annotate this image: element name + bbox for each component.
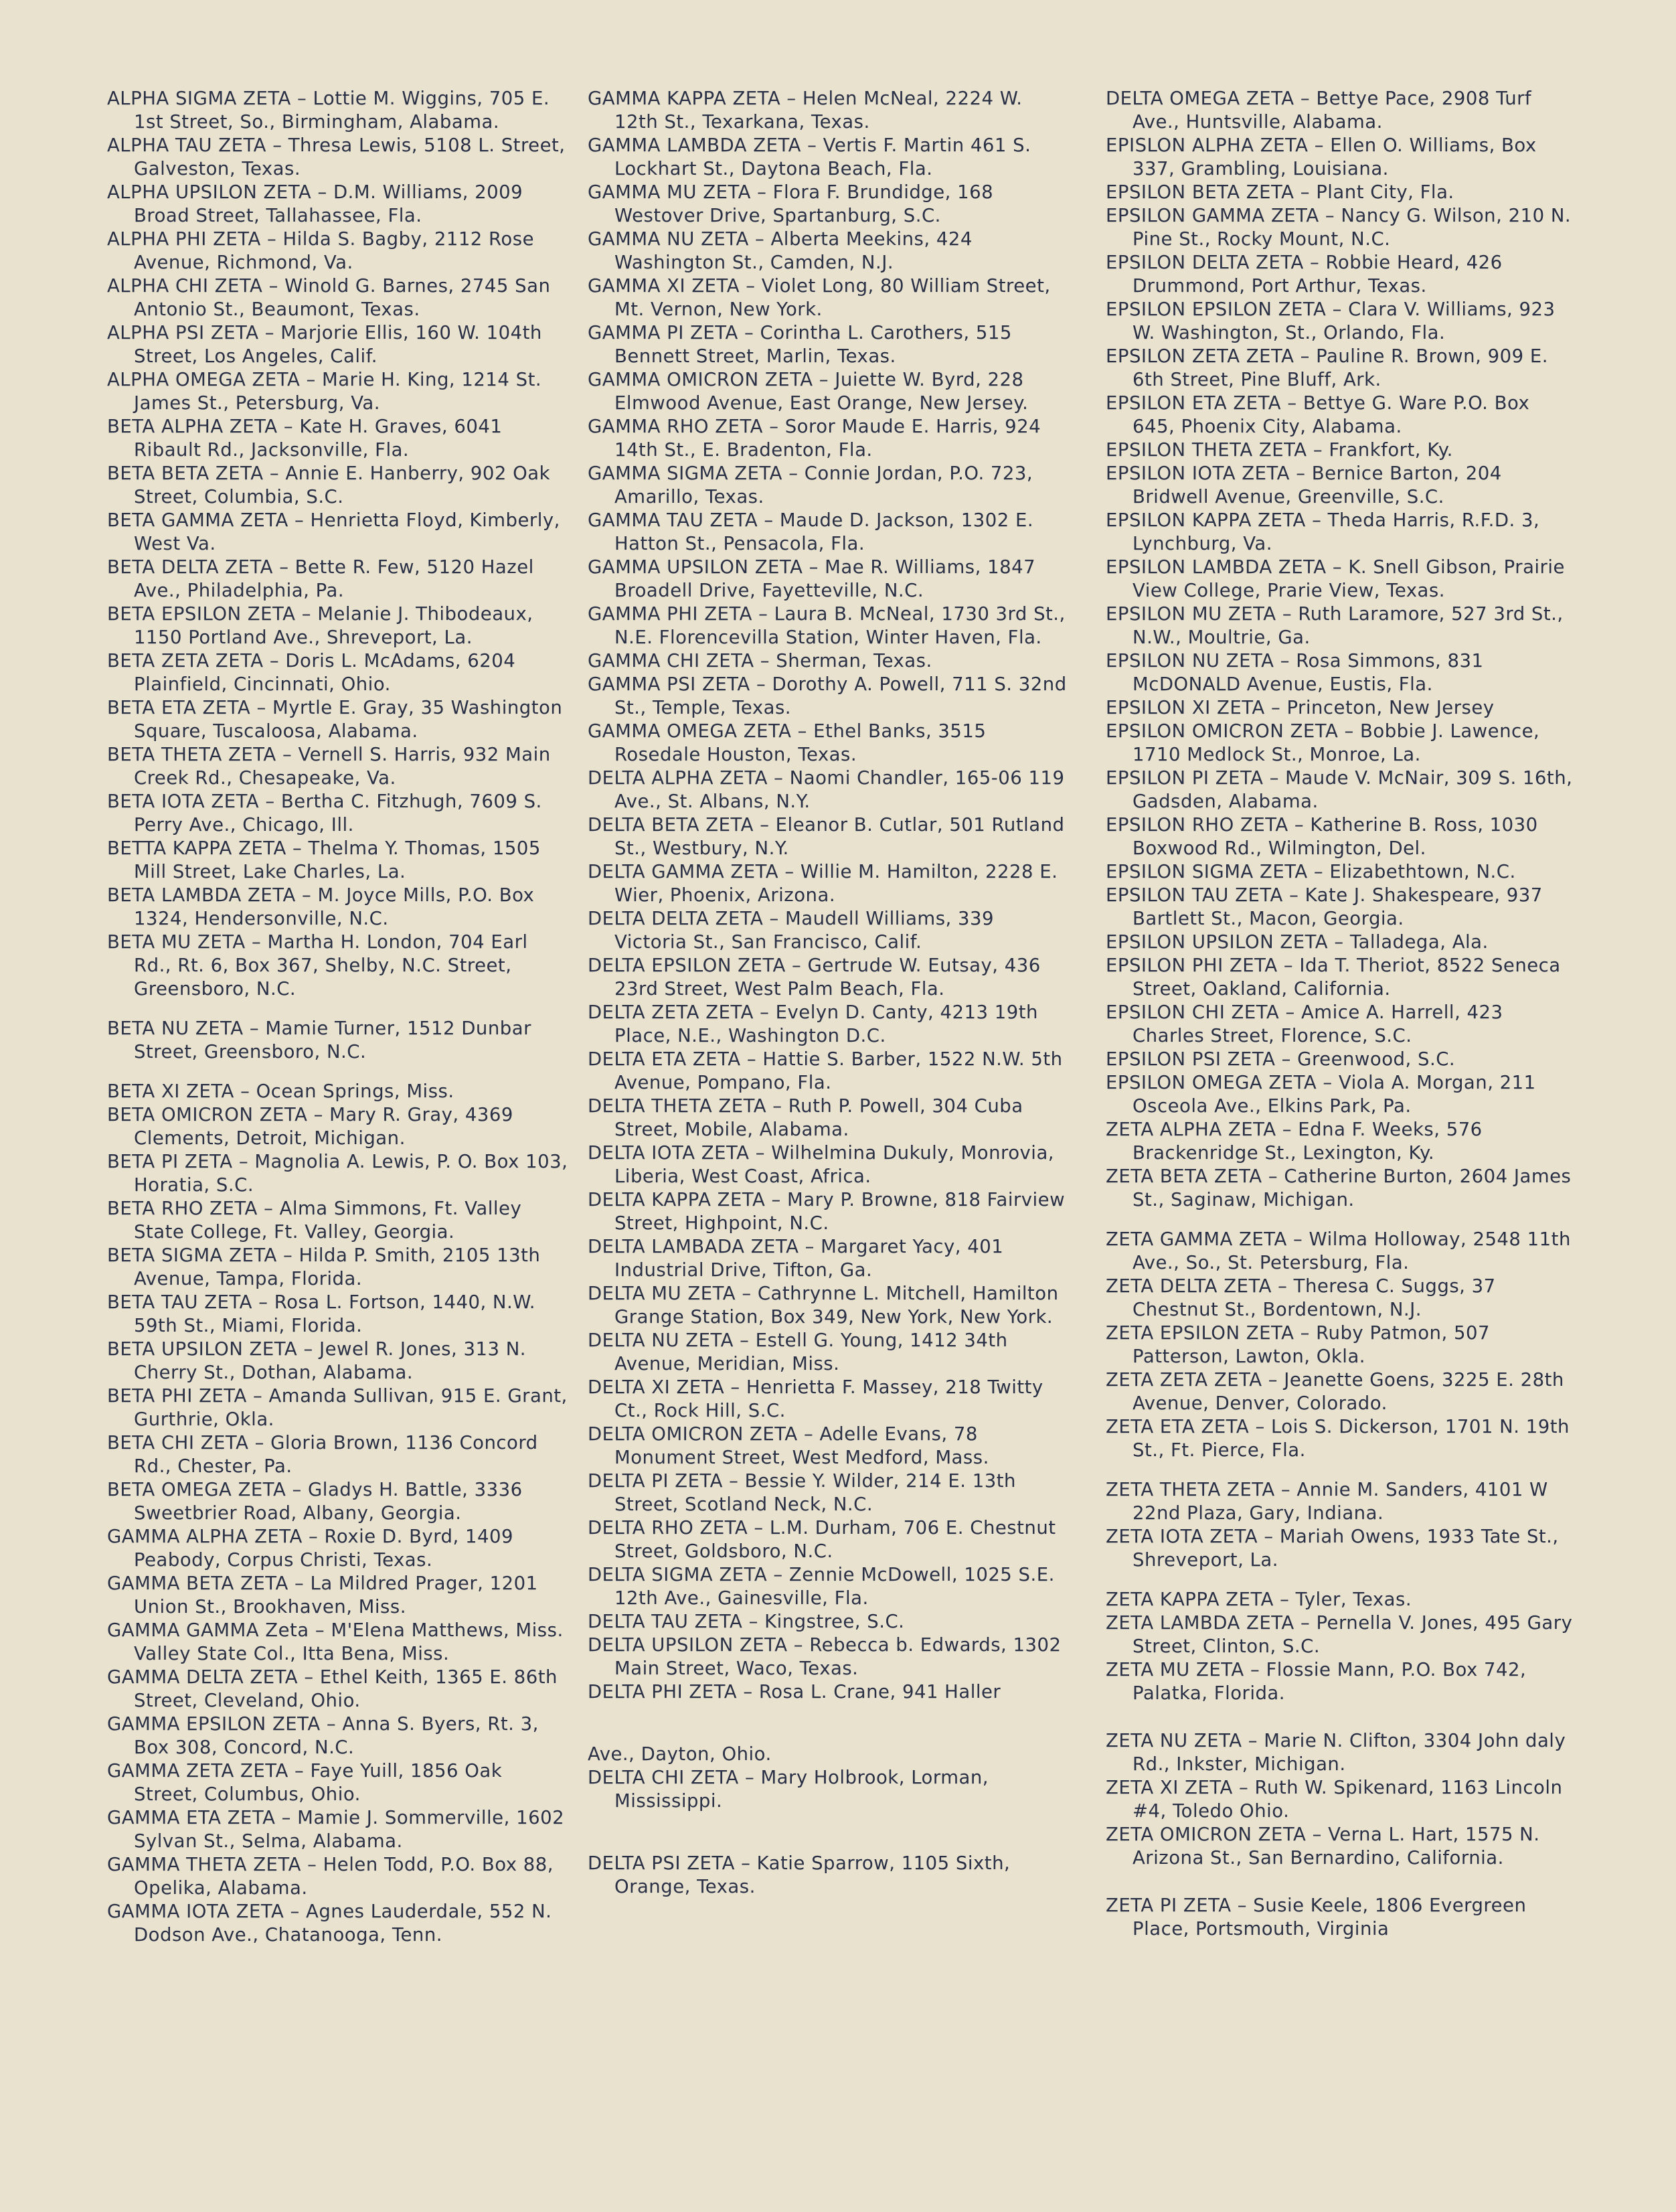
chapter-entry: BETA ALPHA ZETA – Kate H. Graves, 6041 Ribault Rd., Jacksonville, Fla. [107,416,503,461]
chapter-entry: GAMMA OMEGA ZETA – Ethel Banks, 3515 Rosedale Houston, Texas. [588,720,987,765]
chapter-entry: DELTA RHO ZETA – L.M. Durham, 706 E. Chestnut Street, Goldsboro, N.C. [588,1517,1056,1562]
chapter-entry: GAMMA SIGMA ZETA – Connie Jordan, P.O. 723, Amarillo, Texas. [588,463,1033,507]
chapter-entry: EPSILON DELTA ZETA – Robbie Heard, 426 Drummond, Port Arthur, Texas. [1106,252,1503,297]
chapter-entry: EPSILON OMICRON ZETA – Bobbie J. Lawence, 1710 Medlock St., Monroe, La. [1106,720,1540,765]
chapter-entry: ZETA EPSILON ZETA – Ruby Patmon, 507 Patterson, Lawton, Okla. [1106,1322,1490,1367]
chapter-entry: GAMMA MU ZETA – Flora F. Brundidge, 168 Westover Drive, Spartanburg, S.C. [588,181,994,226]
chapter-entry: DELTA NU ZETA – Estell G. Young, 1412 34th Avenue, Meridian, Miss. [588,1330,1008,1374]
chapter-entry: ZETA BETA ZETA – Catherine Burton, 2604 James St., Saginaw, Michigan. [1106,1166,1572,1210]
chapter-entry: ZETA GAMMA ZETA – Wilma Holloway, 2548 11th Ave., So., St. Petersburg, Fla. [1106,1229,1571,1273]
chapter-entry: EPSILON ETA ZETA – Bettye G. Ware P.O. Box 645, Phoenix City, Alabama. [1106,392,1530,437]
chapter-entry: GAMMA EPSILON ZETA – Anna S. Byers, Rt. 3, Box 308, Concord, N.C. [107,1713,539,1758]
chapter-entry: BETA RHO ZETA – Alma Simmons, Ft. Valley State College, Ft. Valley, Georgia. [107,1198,522,1243]
chapter-entry: ZETA MU ZETA – Flossie Mann, P.O. Box 742, Palatka, Florida. [1106,1659,1527,1704]
chapter-entry: DELTA OMICRON ZETA – Adelle Evans, 78 Monument Street, West Medford, Mass. [588,1423,989,1468]
chapter-entry: GAMMA PHI ZETA – Laura B. McNeal, 1730 3rd St., N.E. Florencevilla Station, Winter Haven, Fla. [588,603,1066,648]
chapter-entry: EPSILON UPSILON ZETA – Talladega, Ala. [1106,931,1489,953]
chapter-entry: DELTA ZETA ZETA – Evelyn D. Canty, 4213 19th Place, N.E., Washington D.C. [588,1002,1038,1046]
chapter-entry: GAMMA UPSILON ZETA – Mae R. Williams, 1847 Broadell Drive, Fayetteville, N.C. [588,556,1036,601]
chapter-entry: DELTA LAMBADA ZETA – Margaret Yacy, 401 Industrial Drive, Tifton, Ga. [588,1236,1004,1281]
chapter-entry: BETA NU ZETA – Mamie Turner, 1512 Dunbar Street, Greensboro, N.C. [107,1018,531,1062]
chapter-entry: BETA BETA ZETA – Annie E. Hanberry, 902 Oak Street, Columbia, S.C. [107,463,551,507]
column-2 [588,87,1070,1899]
chapter-entry: GAMMA ALPHA ZETA – Roxie D. Byrd, 1409 Peabody, Corpus Christi, Texas. [107,1526,513,1571]
column-1 [107,87,569,1947]
chapter-entry: EPSILON PI ZETA – Maude V. McNair, 309 S. 16th, Gadsden, Alabama. [1106,767,1573,812]
chapter-entry: EPSILON ZETA ZETA – Pauline R. Brown, 909 E. 6th Street, Pine Bluff, Ark. [1106,345,1548,390]
chapter-entry: ZETA PI ZETA – Susie Keele, 1806 Evergreen Place, Portsmouth, Virginia [1106,1895,1527,1940]
chapter-entry: ALPHA OMEGA ZETA – Marie H. King, 1214 St. James St., Petersburg, Va. [107,369,542,414]
chapter-entry: DELTA THETA ZETA – Ruth P. Powell, 304 Cuba Street, Mobile, Alabama. [588,1095,1023,1140]
chapter-entry: ZETA ETA ZETA – Lois S. Dickerson, 1701 N. 19th St., Ft. Pierce, Fla. [1106,1416,1570,1461]
chapter-entry: GAMMA OMICRON ZETA – Juiette W. Byrd, 228 Elmwood Avenue, East Orange, New Jersey. [588,369,1029,414]
chapter-entry: ZETA OMICRON ZETA – Verna L. Hart, 1575 N. Arizona St., San Bernardino, California. [1106,1824,1540,1869]
chapter-entry: ZETA IOTA ZETA – Mariah Owens, 1933 Tate St., Shreveport, La. [1106,1526,1559,1571]
chapter-entry: ZETA KAPPA ZETA – Tyler, Texas. [1106,1589,1412,1610]
chapter-entry: GAMMA GAMMA Zeta – M'Elena Matthews, Miss. Valley State Col., Itta Bena, Miss. [107,1620,564,1664]
chapter-entry: EPSILON KAPPA ZETA – Theda Harris, R.F.D. 3, Lynchburg, Va. [1106,509,1540,554]
chapter-entry: BETA MU ZETA – Martha H. London, 704 Earl Rd., Rt. 6, Box 367, Shelby, N.C. Street, Greensboro, N.C. [107,931,528,1000]
chapter-entry: ALPHA PHI ZETA – Hilda S. Bagby, 2112 Rose Avenue, Richmond, Va. [107,228,534,273]
chapter-entry: ALPHA UPSILON ZETA – D.M. Williams, 2009 Broad Street, Tallahassee, Fla. [107,181,523,226]
chapter-entry: BETA EPSILON ZETA – Melanie J. Thibodeaux, 1150 Portland Ave., Shreveport, La. [107,603,533,648]
chapter-entry: DELTA KAPPA ZETA – Mary P. Browne, 818 Fairview Street, Highpoint, N.C. [588,1189,1066,1234]
chapter-entry: BETA OMEGA ZETA – Gladys H. Battle, 3336 Sweetbrier Road, Albany, Georgia. [107,1479,523,1524]
chapter-entry: GAMMA PI ZETA – Corintha L. Carothers, 515 Bennett Street, Marlin, Texas. [588,322,1012,367]
chapter-entry: GAMMA ZETA ZETA – Faye Yuill, 1856 Oak Street, Columbus, Ohio. [107,1760,503,1805]
chapter-entry: GAMMA DELTA ZETA – Ethel Keith, 1365 E. 86th Street, Cleveland, Ohio. [107,1666,558,1711]
chapter-entry: EPSILON PSI ZETA – Greenwood, S.C. [1106,1048,1456,1070]
chapter-entry: BETA DELTA ZETA – Bette R. Few, 5120 Hazel Ave., Philadelphia, Pa. [107,556,534,601]
chapter-entry: BETTA KAPPA ZETA – Thelma Y. Thomas, 1505 Mill Street, Lake Charles, La. [107,838,541,882]
chapter-entry: ALPHA CHI ZETA – Winold G. Barnes, 2745 San Antonio St., Beaumont, Texas. [107,275,551,320]
chapter-entry: EPSILON SIGMA ZETA – Elizabethtown, N.C. [1106,861,1516,882]
chapter-entry: ZETA LAMBDA ZETA – Pernella V. Jones, 495 Gary Street, Clinton, S.C. [1106,1612,1573,1657]
chapter-entry: BETA ZETA ZETA – Doris L. McAdams, 6204 Plainfield, Cincinnati, Ohio. [107,650,516,695]
chapter-entry: GAMMA XI ZETA – Violet Long, 80 William Street, Mt. Vernon, New York. [588,275,1051,320]
chapter-entry: DELTA MU ZETA – Cathrynne L. Mitchell, Hamilton Grange Station, Box 349, New York, New York. [588,1283,1059,1328]
chapter-entry: EPSILON MU ZETA – Ruth Laramore, 527 3rd St., N.W., Moultrie, Ga. [1106,603,1564,648]
chapter-entry: BETA CHI ZETA – Gloria Brown, 1136 Concord Rd., Chester, Pa. [107,1432,538,1477]
chapter-entry: BETA TAU ZETA – Rosa L. Fortson, 1440, N.W. 59th St., Miami, Florida. [107,1291,536,1336]
chapter-entry: GAMMA LAMBDA ZETA – Vertis F. Martin 461 S. Lockhart St., Daytona Beach, Fla. [588,135,1031,179]
chapter-entry: ZETA ZETA ZETA – Jeanette Goens, 3225 E. 28th Avenue, Denver, Colorado. [1106,1369,1564,1414]
chapter-entry: ZETA XI ZETA – Ruth W. Spikenard, 1163 Lincoln #4, Toledo Ohio. [1106,1777,1563,1822]
chapter-entry: EPSILON EPSILON ZETA – Clara V. Williams, 923 W. Washington, St., Orlando, Fla. [1106,299,1556,343]
chapter-entry: DELTA DELTA ZETA – Maudell Williams, 339 Victoria St., San Francisco, Calif. [588,908,995,953]
chapter-entry: EPSILON BETA ZETA – Plant City, Fla. [1106,181,1454,203]
chapter-entry: BETA PHI ZETA – Amanda Sullivan, 915 E. Grant, Gurthrie, Okla. [107,1385,568,1430]
chapter-entry: BETA UPSILON ZETA – Jewel R. Jones, 313 N. Cherry St., Dothan, Alabama. [107,1338,527,1383]
chapter-entry: GAMMA ETA ZETA – Mamie J. Sommerville, 1602 Sylvan St., Selma, Alabama. [107,1807,565,1852]
chapter-entry: EPSILON RHO ZETA – Katherine B. Ross, 1030 Boxwood Rd., Wilmington, Del. [1106,814,1538,859]
column-3 [1106,87,1574,1941]
chapter-entry: DELTA OMEGA ZETA – Bettye Pace, 2908 Turf Ave., Huntsville, Alabama. [1106,88,1532,133]
chapter-entry: DELTA PHI ZETA – Rosa L. Crane, 941 Haller [588,1681,1001,1703]
chapter-entry: GAMMA PSI ZETA – Dorothy A. Powell, 711 S. 32nd St., Temple, Texas. [588,674,1067,718]
chapter-entry: DELTA TAU ZETA – Kingstree, S.C. [588,1611,905,1632]
chapter-entry: BETA OMICRON ZETA – Mary R. Gray, 4369 Clements, Detroit, Michigan. [107,1104,513,1149]
chapter-entry: GAMMA THETA ZETA – Helen Todd, P.O. Box 88, Opelika, Alabama. [107,1854,554,1899]
chapter-entry: DELTA ETA ZETA – Hattie S. Barber, 1522 N.W. 5th Avenue, Pompano, Fla. [588,1048,1063,1093]
chapter-entry: EPSILON OMEGA ZETA – Viola A. Morgan, 211 Osceola Ave., Elkins Park, Pa. [1106,1072,1536,1117]
chapter-entry: DELTA PI ZETA – Bessie Y. Wilder, 214 E. 13th Street, Scotland Neck, N.C. [588,1470,1016,1515]
chapter-entry: ZETA THETA ZETA – Annie M. Sanders, 4101 W 22nd Plaza, Gary, Indiana. [1106,1479,1548,1524]
chapter-entry: BETA SIGMA ZETA – Hilda P. Smith, 2105 13th Avenue, Tampa, Florida. [107,1245,541,1289]
chapter-entry: DELTA PSI ZETA – Katie Sparrow, 1105 Sixth, Orange, Texas. [588,1852,1011,1897]
chapter-entry: EPSILON XI ZETA – Princeton, New Jersey [1106,697,1495,718]
chapter-entry: ALPHA SIGMA ZETA – Lottie M. Wiggins, 705 E. 1st Street, So., Birmingham, Alabama. [107,88,550,133]
chapter-entry: BETA XI ZETA – Ocean Springs, Miss. [107,1081,454,1102]
chapter-entry: DELTA ALPHA ZETA – Naomi Chandler, 165-06 119 Ave., St. Albans, N.Y. [588,767,1065,812]
chapter-entry: DELTA EPSILON ZETA – Gertrude W. Eutsay, 436 23rd Street, West Palm Beach, Fla. [588,955,1041,1000]
chapter-entry: ZETA NU ZETA – Marie N. Clifton, 3304 John daly Rd., Inkster, Michigan. [1106,1730,1566,1775]
chapter-entry: GAMMA BETA ZETA – La Mildred Prager, 1201 Union St., Brookhaven, Miss. [107,1573,538,1617]
chapter-entry: GAMMA CHI ZETA – Sherman, Texas. [588,650,932,672]
chapter-entry: DELTA GAMMA ZETA – Willie M. Hamilton, 2228 E. Wier, Phoenix, Arizona. [588,861,1058,906]
chapter-entry: DELTA XI ZETA – Henrietta F. Massey, 218 Twitty Ct., Rock Hill, S.C. [588,1376,1043,1421]
chapter-entry: BETA IOTA ZETA – Bertha C. Fitzhugh, 7609 S. Perry Ave., Chicago, Ill. [107,791,542,836]
chapter-entry: Ave., Dayton, Ohio. [588,1743,772,1765]
chapter-entry: EPSILON LAMBDA ZETA – K. Snell Gibson, Prairie View College, Prarie View, Texas. [1106,556,1565,601]
chapter-entry: DELTA BETA ZETA – Eleanor B. Cutlar, 501 Rutland St., Westbury, N.Y. [588,814,1065,859]
chapter-entry: EPSILON GAMMA ZETA – Nancy G. Wilson, 210 N. Pine St., Rocky Mount, N.C. [1106,205,1572,250]
chapter-entry: EPSILON THETA ZETA – Frankfort, Ky. [1106,439,1453,461]
chapter-entry: ZETA ALPHA ZETA – Edna F. Weeks, 576 Brackenridge St., Lexington, Ky. [1106,1119,1483,1164]
chapter-entry: BETA THETA ZETA – Vernell S. Harris, 932 Main Creek Rd., Chesapeake, Va. [107,744,551,789]
chapter-entry: DELTA CHI ZETA – Mary Holbrook, Lorman, Mississippi. [588,1767,989,1812]
chapter-entry: EPSILON PHI ZETA – Ida T. Theriot, 8522 Seneca Street, Oakland, California. [1106,955,1561,1000]
chapter-entry: BETA LAMBDA ZETA – M. Joyce Mills, P.O. Box 1324, Hendersonville, N.C. [107,884,535,929]
chapter-entry: ZETA DELTA ZETA – Theresa C. Suggs, 37 Chestnut St., Bordentown, N.J. [1106,1275,1496,1320]
chapter-entry: GAMMA IOTA ZETA – Agnes Lauderdale, 552 N. Dodson Ave., Chatanooga, Tenn. [107,1901,552,1946]
chapter-entry: GAMMA RHO ZETA – Soror Maude E. Harris, 924 14th St., E. Bradenton, Fla. [588,416,1041,461]
chapter-entry: BETA ETA ZETA – Myrtle E. Gray, 35 Washington Square, Tuscaloosa, Alabama. [107,697,563,742]
chapter-entry: ALPHA PSI ZETA – Marjorie Ellis, 160 W. 104th Street, Los Angeles, Calif. [107,322,542,367]
chapter-entry: DELTA IOTA ZETA – Wilhelmina Dukuly, Monrovia, Liberia, West Coast, Africa. [588,1142,1055,1187]
chapter-entry: EPSILON NU ZETA – Rosa Simmons, 831 McDONALD Avenue, Eustis, Fla. [1106,650,1484,695]
chapter-entry: EPSILON IOTA ZETA – Bernice Barton, 204 Bridwell Avenue, Greenville, S.C. [1106,463,1502,507]
chapter-entry: GAMMA NU ZETA – Alberta Meekins, 424 Washington St., Camden, N.J. [588,228,973,273]
chapter-entry: DELTA UPSILON ZETA – Rebecca b. Edwards, 1302 Main Street, Waco, Texas. [588,1634,1062,1679]
chapter-entry: GAMMA TAU ZETA – Maude D. Jackson, 1302 E. Hatton St., Pensacola, Fla. [588,509,1034,554]
chapter-entry: EPSILON CHI ZETA – Amice A. Harrell, 423 Charles Street, Florence, S.C. [1106,1002,1503,1046]
chapter-entry: ALPHA TAU ZETA – Thresa Lewis, 5108 L. Street, Galveston, Texas. [107,135,566,179]
chapter-entry: EPISLON ALPHA ZETA – Ellen O. Williams, Box 337, Grambling, Louisiana. [1106,135,1537,179]
chapter-entry: EPSILON TAU ZETA – Kate J. Shakespeare, 937 Bartlett St., Macon, Georgia. [1106,884,1543,929]
chapter-entry: BETA PI ZETA – Magnolia A. Lewis, P. O. Box 103, Horatia, S.C. [107,1151,568,1196]
chapter-entry: BETA GAMMA ZETA – Henrietta Floyd, Kimberly, West Va. [107,509,560,554]
chapter-entry: DELTA SIGMA ZETA – Zennie McDowell, 1025 S.E. 12th Ave., Gainesville, Fla. [588,1564,1055,1609]
chapter-entry: GAMMA KAPPA ZETA – Helen McNeal, 2224 W. 12th St., Texarkana, Texas. [588,88,1023,133]
